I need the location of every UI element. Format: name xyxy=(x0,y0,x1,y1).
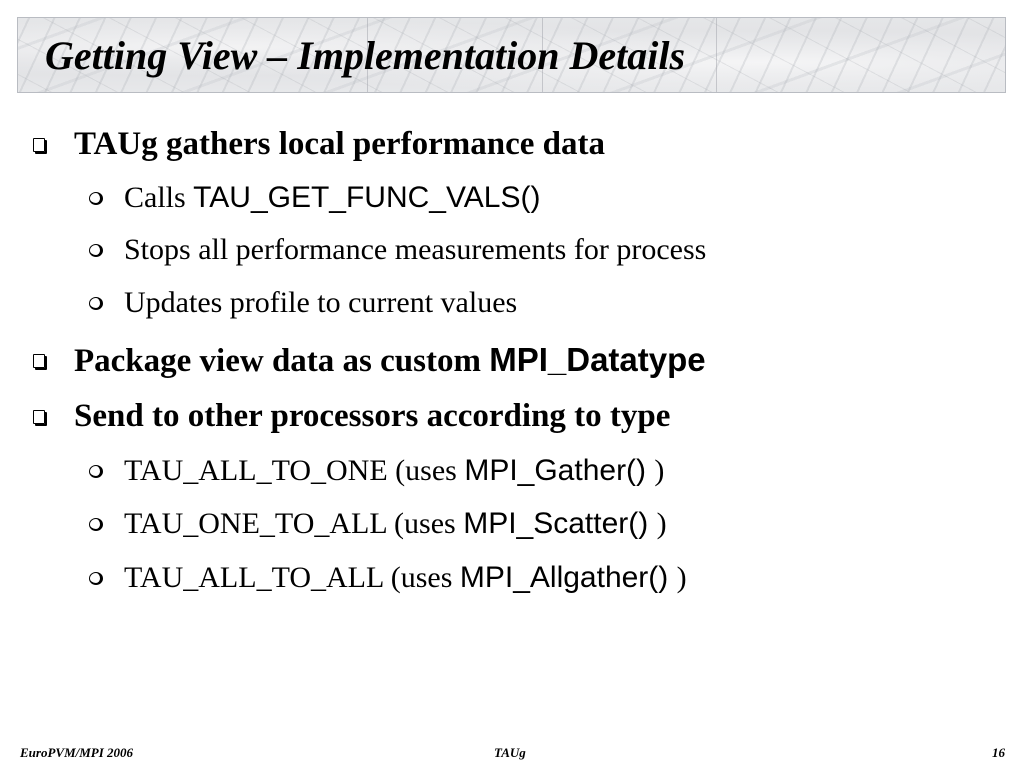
circle-bullet-icon xyxy=(89,465,103,478)
square-bullet-icon xyxy=(33,410,45,424)
circle-bullet-icon xyxy=(89,192,103,205)
slide-number: 16 xyxy=(992,745,1005,760)
marble-seam xyxy=(716,18,717,92)
bullet-text: Send to other processors according to type xyxy=(74,398,671,434)
circle-bullet-icon xyxy=(89,518,103,531)
circle-bullet-icon xyxy=(89,572,103,585)
sub-bullet-text: Calls TAU_GET_FUNC_VALS() xyxy=(124,181,541,214)
circle-bullet-icon xyxy=(89,297,103,310)
sub-bullet-text: Updates profile to current values xyxy=(124,286,518,319)
footer-conference: EuroPVM/MPI 2006 xyxy=(20,745,134,760)
square-bullet-icon xyxy=(33,354,45,368)
sub-bullet-text: Stops all performance measurements for process xyxy=(124,233,707,266)
slide-title: Getting View – Implementation Details xyxy=(45,33,686,78)
bullet-text: TAUg gathers local performance data xyxy=(74,126,605,162)
circle-bullet-icon xyxy=(89,244,103,257)
sub-bullet-text: TAU_ONE_TO_ALL (uses MPI_Scatter() ) xyxy=(124,507,667,540)
sub-bullet-text: TAU_ALL_TO_ONE (uses MPI_Gather() ) xyxy=(124,454,665,487)
sub-bullet-text: TAU_ALL_TO_ALL (uses MPI_Allgather() ) xyxy=(124,561,687,594)
title-bar xyxy=(17,17,1006,93)
bullet-text: Package view data as custom MPI_Datatype xyxy=(74,341,706,379)
footer-title: TAUg xyxy=(494,745,526,760)
square-bullet-icon xyxy=(33,138,45,152)
